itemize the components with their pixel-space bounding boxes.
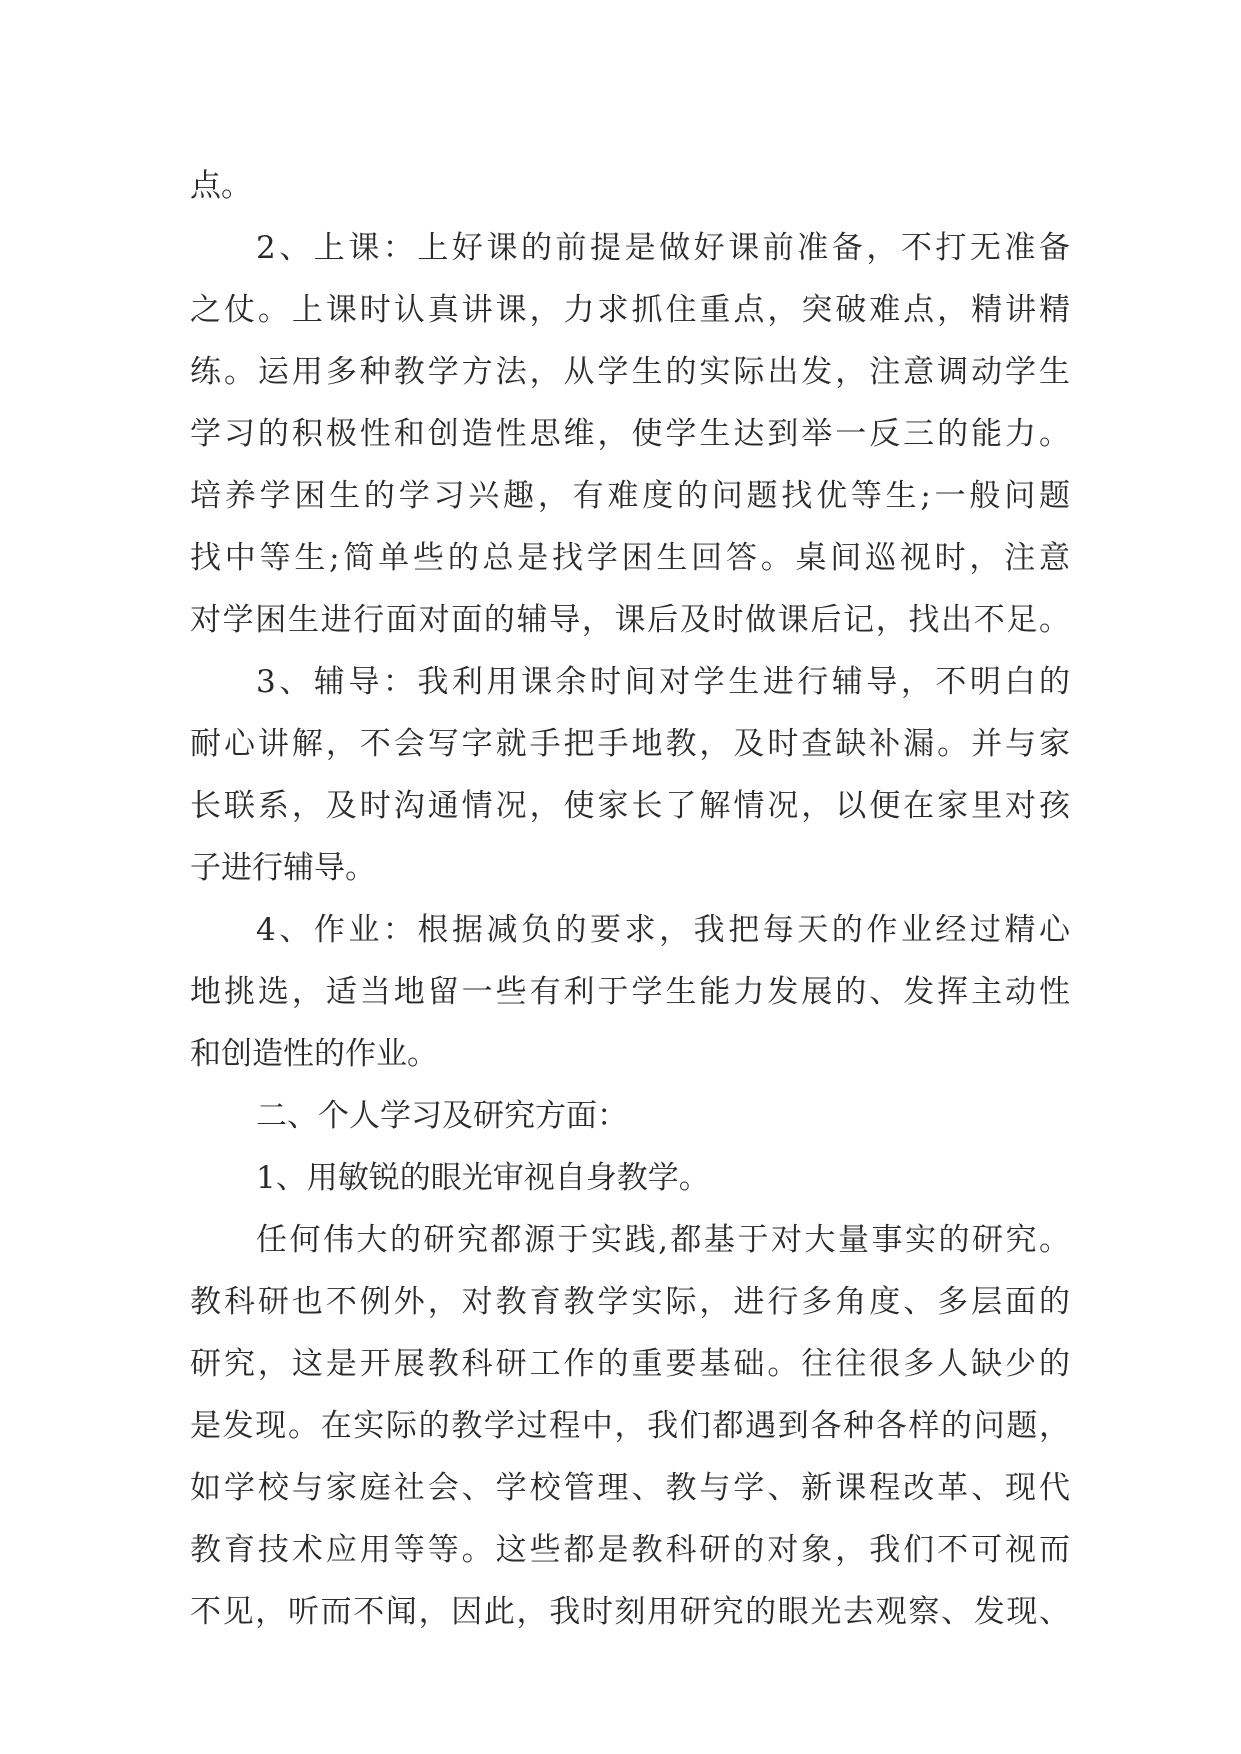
text-line: 如学校与家庭社会、学校管理、教与学、新课程改革、现代 [190,1470,1070,1506]
paragraph-start-line: 2、上课：上好课的前提是做好课前准备，不打无准备 [256,230,1070,266]
paragraph-start-line: 任何伟大的研究都源于实践,都基于对大量事实的研究。 [256,1222,1070,1258]
text-line: 子进行辅导。 [190,850,376,886]
text-line: 和创造性的作业。 [190,1036,438,1072]
text-line: 培养学困生的学习兴趣，有难度的问题找优等生;一般问题 [190,478,1070,514]
text-line: 研究，这是开展教科研工作的重要基础。往往很多人缺少的 [190,1346,1070,1382]
text-line: 练。运用多种教学方法，从学生的实际出发，注意调动学生 [190,354,1070,390]
text-line: 教育技术应用等等。这些都是教科研的对象，我们不可视而 [190,1532,1070,1568]
paragraph-start-line: 4、作业：根据减负的要求，我把每天的作业经过精心 [256,912,1070,948]
text-line: 学习的积极性和创造性思维，使学生达到举一反三的能力。 [190,416,1070,452]
text-line: 长联系，及时沟通情况，使家长了解情况，以便在家里对孩 [190,788,1070,824]
text-line: 不见，听而不闻，因此，我时刻用研究的眼光去观察、发现、 [190,1594,1070,1630]
text-line: 耐心讲解，不会写字就手把手地教，及时查缺补漏。并与家 [190,726,1070,762]
section-heading: 二、个人学习及研究方面： [256,1098,628,1134]
text-line: 找中等生;简单些的总是找学困生回答。桌间巡视时，注意 [190,540,1070,576]
text-line: 是发现。在实际的教学过程中，我们都遇到各种各样的问题， [190,1408,1070,1444]
paragraph-start-line: 3、辅导：我利用课余时间对学生进行辅导，不明白的 [256,664,1070,700]
text-line: 地挑选，适当地留一些有利于学生能力发展的、发挥主动性 [190,974,1070,1010]
text-line: 教科研也不例外，对教育教学实际，进行多角度、多层面的 [190,1284,1070,1320]
subsection-heading: 1、用敏锐的眼光审视自身教学。 [256,1160,710,1196]
text-line: 点。 [190,168,252,204]
text-line: 之仗。上课时认真讲课，力求抓住重点，突破难点，精讲精 [190,292,1070,328]
text-line: 对学困生进行面对面的辅导，课后及时做课后记，找出不足。 [190,602,1070,638]
